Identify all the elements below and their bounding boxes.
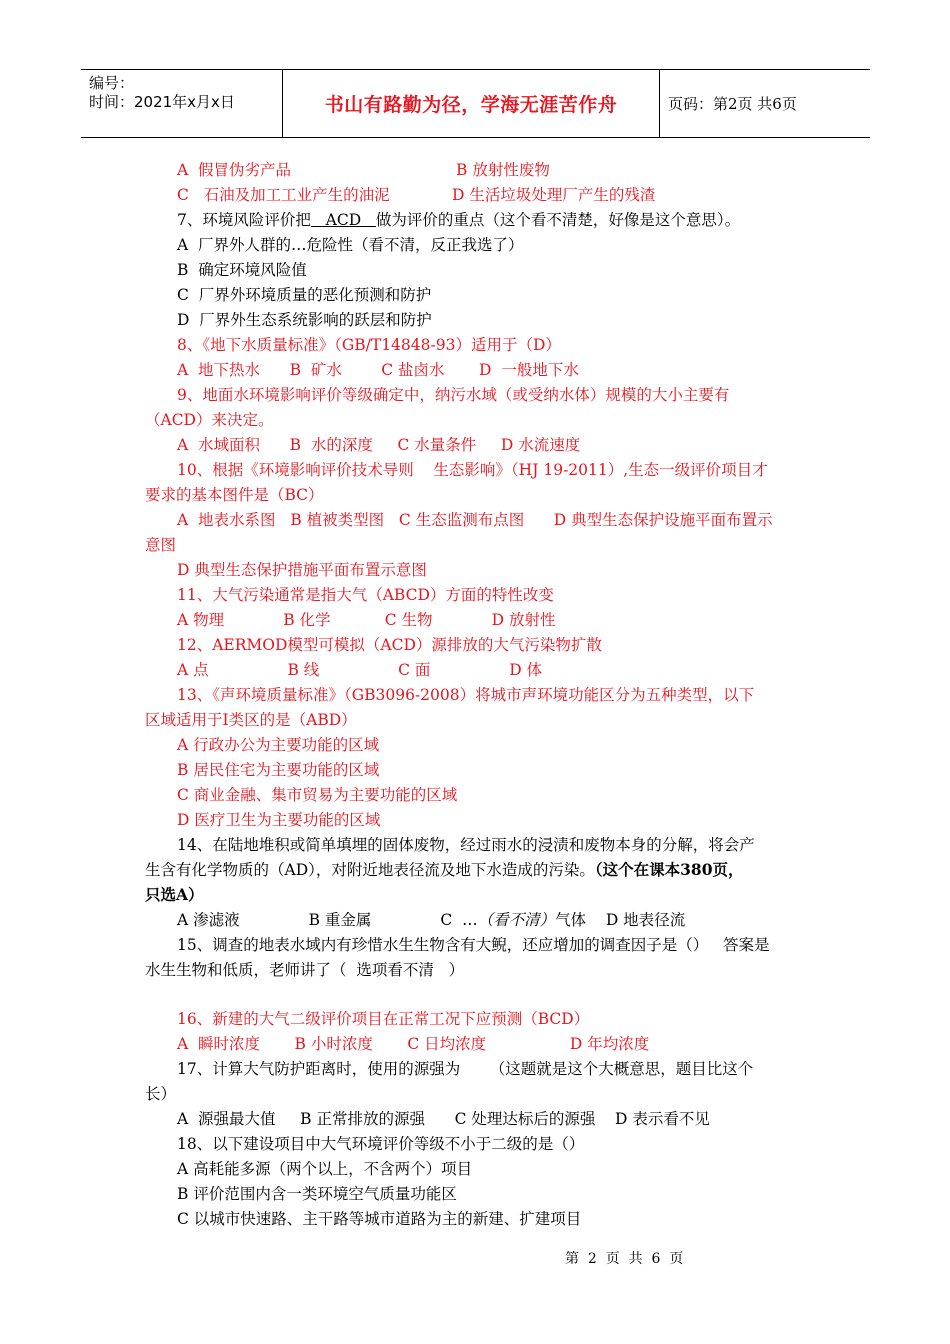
q14-options: [177, 910, 685, 930]
header-page-number: 页码：第2页 共6页: [668, 95, 797, 113]
q7-option-c: C 厂界外环境质量的恶化预测和防护: [177, 286, 432, 304]
q18-question: 18、以下建设项目中大气环境评价等级不小于二级的是（）: [177, 1135, 585, 1153]
q9-options: A 水域面积 B 水的深度 C 水量条件 D 水流速度: [177, 436, 581, 454]
q12-question: 12、AERMOD模型可模拟（ACD）源排放的大气污染物扩散: [177, 636, 602, 654]
q6-option-c: C 石油及加工工业产生的油泥: [177, 186, 390, 204]
q14-note-end: 只选A）: [145, 885, 204, 904]
q18-option-c: C 以城市快速路、主干路等城市道路为主的新建、扩建项目: [177, 1210, 582, 1228]
q10-options-line2: 意图: [145, 536, 177, 554]
q13-question-line1: 13、《声环境质量标准》（GB3096-2008）将城市声环境功能区分为五种类型，以下: [177, 686, 755, 704]
q8-options: A 地下热水 B 矿水 C 盐卤水 D 一般地下水: [177, 361, 579, 379]
q7-option-a: A 厂界外人群的…危险性（看不清，反正我选了）: [177, 236, 524, 254]
q8-question: 8、《地下水质量标准》（GB/T14848-93）适用于（D）: [177, 336, 561, 354]
q18-option-a: A 高耗能多源（两个以上，不含两个）项目: [177, 1160, 473, 1178]
q14-question-line1: 14、在陆地堆积或简单填埋的固体废物，经过雨水的浸渍和废物本身的分解，将会产: [177, 836, 755, 854]
q14-unclear-note: （看不清）: [477, 911, 556, 929]
q9-question-line1: 9、地面水环境影响评价等级确定中，纳污水域（或受纳水体）规模的大小主要有: [177, 386, 730, 404]
q6-option-d: D 生活垃圾处理厂产生的残渣: [452, 186, 656, 204]
doc-number: 编号：: [89, 74, 135, 92]
q6-option-b: B 放射性废物: [456, 161, 550, 179]
q13-question-line2: 区域适用于I类区的是（ABD）: [145, 711, 357, 729]
q15-question-line1: 15、调查的地表水域内有珍惜水生生物含有大鲵，还应增加的调查因子是（） 答案是: [177, 936, 770, 954]
q9-question-line2: （ACD）来决定。: [145, 411, 274, 429]
q13-option-c: C 商业金融、集市贸易为主要功能的区域: [177, 786, 458, 804]
q16-options: A 瞬时浓度 B 小时浓度 C 日均浓度 D 年均浓度: [177, 1035, 650, 1053]
q10-question-line2: 要求的基本图件是（BC）: [145, 486, 324, 504]
q17-question-line1: 17、计算大气防护距离时，使用的源强为 （这题就是这个大概意思，题目比这个: [177, 1060, 754, 1078]
header-motto: 书山有路勤为径，学海无涯苦作舟: [283, 70, 660, 137]
q7-answer-blank: ACD: [310, 211, 376, 229]
q18-option-b: B 评价范围内含一类环境空气质量功能区: [177, 1185, 457, 1203]
q14-question-line2: [145, 860, 743, 880]
q7-option-b: B 确定环境风险值: [177, 261, 307, 279]
q11-options: A 物理 B 化学 C 生物 D 放射性: [177, 611, 556, 629]
page-footer: 第 2 页 共 6 页: [565, 1251, 684, 1267]
q7-question: [177, 210, 740, 230]
q10-options-line1: A 地表水系图 B 植被类型图 C 生态监测布点图 D 典型生态保护设施平面布置示: [177, 511, 773, 529]
q7-question-end: 做为评价的重点（这个看不清楚，好像是这个意思）。: [375, 211, 741, 229]
q17-options: A 源强最大值 B 正常排放的源强 C 处理达标后的源强 D 表示看不见: [177, 1110, 710, 1128]
q14-options-end: 气体 D 地表径流: [555, 911, 686, 929]
q14-options-start: A 渗滤液 B 重金属 C …: [177, 911, 478, 929]
q16-question: 16、新建的大气二级评价项目在正常工况下应预测（BCD）: [177, 1010, 590, 1028]
q15-question-line2: 水生生物和低质，老师讲了（ 选项看不清 ）: [145, 961, 465, 979]
q11-question: 11、大气污染通常是指大气（ABCD）方面的特性改变: [177, 586, 554, 604]
q13-option-b: B 居民住宅为主要功能的区域: [177, 761, 380, 779]
q6-option-a: A 假冒伪劣产品: [177, 161, 292, 179]
q10-option-d-note: D 典型生态保护措施平面布置示意图: [177, 561, 427, 579]
q14-question-text: 生含有化学物质的（AD），对附近地表径流及地下水造成的污染。: [145, 861, 595, 879]
q12-options: A 点 B 线 C 面 D 体: [177, 661, 543, 679]
q14-note: （这个在课本380页，: [594, 860, 744, 879]
q7-question-start: 7、环境风险评价把: [177, 211, 311, 229]
q13-option-d: D 医疗卫生为主要功能的区域: [177, 811, 381, 829]
doc-date: 时间：2021年x月x日: [89, 93, 235, 111]
q7-option-d: D 厂界外生态系统影响的跃层和防护: [177, 311, 432, 329]
q13-option-a: A 行政办公为主要功能的区域: [177, 736, 380, 754]
q10-question-line1: 10、根据《环境影响评价技术导则 生态影响》（HJ 19-2011）,生态一级评价项目才: [177, 461, 768, 479]
q17-question-line2: 长）: [145, 1085, 177, 1103]
